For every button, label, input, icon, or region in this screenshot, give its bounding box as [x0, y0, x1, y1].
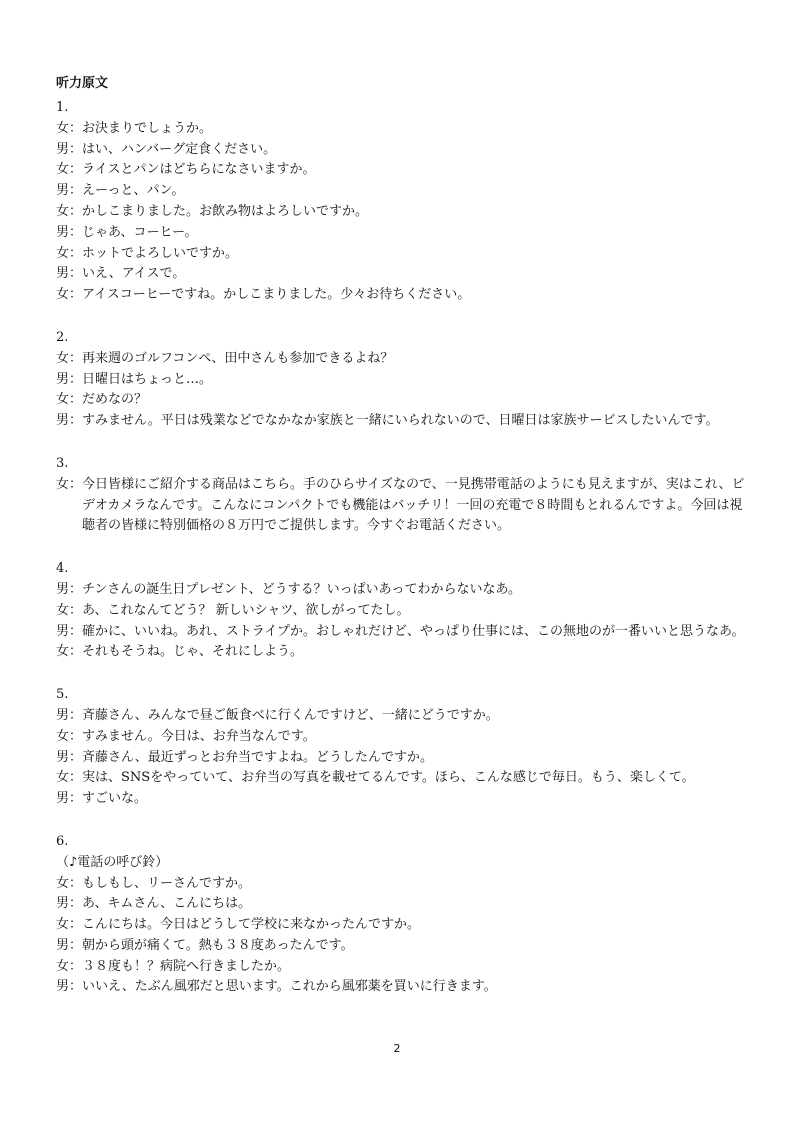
- dialogue-line: [56, 580, 746, 601]
- speaker-label: 女：: [56, 875, 83, 891]
- speaker-label: 男：: [56, 623, 83, 639]
- dialogue-text: いえ、アイスで。: [82, 266, 186, 282]
- speaker-label: 男：: [56, 896, 83, 912]
- dialogue-line: [56, 642, 746, 663]
- speaker-label: 女：: [56, 958, 83, 974]
- dialogue-line: [56, 181, 746, 202]
- dialogue-text: お決まりでしょうか。: [82, 120, 213, 136]
- dialogue-text: じゃあ、コーヒー。: [82, 224, 198, 240]
- speaker-label: 男：: [56, 266, 83, 282]
- dialogue-text: こんにちは。今日はどうして学校に来なかったんですか。: [82, 917, 421, 933]
- dialogue-line: [56, 264, 746, 285]
- dialogue-line: [56, 140, 746, 161]
- dialogue-line: [56, 390, 746, 411]
- section-number: 4.: [56, 561, 69, 577]
- dialogue-line: [56, 622, 746, 643]
- speaker-label: 女：: [56, 917, 83, 933]
- speaker-label: 男：: [56, 141, 83, 157]
- transcript-content: [56, 98, 746, 998]
- speaker-label: 女：: [56, 476, 83, 492]
- dialogue-text: すごいな。: [82, 791, 148, 807]
- speaker-label: 女：: [56, 350, 83, 366]
- dialogue-line: [56, 748, 746, 769]
- dialogue-line: [56, 285, 746, 306]
- speaker-label: 女：: [56, 392, 83, 408]
- speaker-label: 男：: [56, 937, 83, 953]
- dialogue-section: [56, 559, 746, 663]
- dialogue-line: [56, 936, 746, 957]
- dialogue-line: [56, 411, 746, 432]
- dialogue-line: [56, 475, 746, 537]
- dialogue-text: だめなの？: [82, 392, 148, 408]
- dialogue-line: [56, 223, 746, 244]
- section-number: 2.: [56, 329, 69, 345]
- speaker-label: 女：: [56, 644, 83, 660]
- speaker-label: 女：: [56, 162, 83, 178]
- dialogue-text: いいえ、たぶん風邪だと思います。これから風邪薬を買いに行きます。: [82, 979, 497, 995]
- dialogue-line: [56, 601, 746, 622]
- section-number: 6.: [56, 833, 69, 849]
- dialogue-line: [56, 957, 746, 978]
- dialogue-text: かしこまりました。お飲み物はよろしいですか。: [82, 203, 369, 219]
- dialogue-text: 朝から頭が痛くて。熱も３８度あったんです。: [82, 937, 354, 953]
- dialogue-line: [56, 789, 746, 810]
- dialogue-text: 実は、SNSをやっていて、お弁当の写真を載せてるんです。ほら、こんな感じで毎日。もう、楽しくて。: [82, 770, 695, 786]
- dialogue-line: [56, 894, 746, 915]
- speaker-label: 男：: [56, 371, 83, 387]
- page-title: 听力原文: [56, 76, 109, 91]
- speaker-label: 女：: [56, 602, 83, 618]
- section-number: 5.: [56, 687, 69, 703]
- speaker-label: 女：: [56, 728, 83, 744]
- speaker-label: 女：: [56, 770, 83, 786]
- section-number: 1.: [56, 100, 69, 115]
- dialogue-text: ライスとパンはどちらになさいますか。: [82, 162, 316, 178]
- speaker-label: 男：: [56, 581, 83, 597]
- dialogue-section: [56, 98, 746, 306]
- dialogue-text: それもそうね。じゃ、それにしよう。: [82, 644, 304, 660]
- dialogue-text: あ、これなんてどう？ 新しいシャツ、欲しがってたし。: [82, 602, 410, 618]
- dialogue-text: 日曜日はちょっと…。: [82, 371, 213, 387]
- speaker-label: 女：: [56, 203, 83, 219]
- dialogue-text: はい、ハンバーグ定食ください。: [82, 141, 277, 157]
- dialogue-text: アイスコーヒーですね。かしこまりました。少々お待ちください。: [82, 287, 471, 303]
- speaker-label: 男：: [56, 183, 83, 199]
- dialogue-line: [56, 370, 746, 391]
- sound-effect-note: （♪電話の呼び鈴）: [56, 854, 169, 870]
- dialogue-line: [56, 202, 746, 223]
- dialogue-text: すみません。平日は残業などでなかなか家族と一緒にいられないので、日曜日は家族サービスしたいんです。: [82, 413, 719, 429]
- speaker-label: 男：: [56, 749, 83, 765]
- dialogue-line: [56, 727, 746, 748]
- dialogue-text: 今日皆様にご紹介する商品はこちら。手のひらサイズなので、一見携帯電話のようにも見えますが、実はこれ、ビデオカメラなんです。こんなにコンパクトでも機能はバッチリ！一回の充電で８時間もとれるんですよ。今回は視聴者の皆様に特別価格の８万円でご提供します。今すぐお電話ください。: [82, 476, 745, 534]
- dialogue-text: えーっと、パン。: [82, 183, 185, 199]
- dialogue-line: [56, 244, 746, 265]
- dialogue-line: [56, 915, 746, 936]
- dialogue-line: [56, 706, 746, 727]
- speaker-label: 男：: [56, 791, 83, 807]
- page-number: 2: [393, 1042, 401, 1055]
- dialogue-text: 再来週のゴルフコンペ、田中さんも参加できるよね？: [82, 350, 394, 366]
- dialogue-text: すみません。今日は、お弁当なんです。: [82, 728, 316, 744]
- dialogue-text: ３８度も！？病院へ行きましたか。: [82, 958, 291, 974]
- dialogue-section: [56, 685, 746, 810]
- dialogue-text: もしもし、リーさんですか。: [82, 875, 252, 891]
- dialogue-line: [56, 768, 746, 789]
- dialogue-line: [56, 119, 746, 140]
- speaker-label: 男：: [56, 979, 83, 995]
- speaker-label: 女：: [56, 120, 83, 136]
- dialogue-line: [56, 349, 746, 370]
- speaker-label: 女：: [56, 287, 83, 303]
- section-number: 3.: [56, 455, 69, 471]
- speaker-label: 女：: [56, 245, 83, 261]
- dialogue-line: [56, 160, 746, 181]
- dialogue-line: [56, 977, 746, 998]
- speaker-label: 男：: [56, 707, 83, 723]
- dialogue-section: [56, 832, 746, 998]
- speaker-label: 男：: [56, 224, 83, 240]
- dialogue-text: ホットでよろしいですか。: [82, 245, 239, 261]
- dialogue-line: [56, 874, 746, 895]
- dialogue-text: 斉藤さん、最近ずっとお弁当ですよね。どうしたんですか。: [82, 749, 434, 765]
- dialogue-text: 斉藤さん、みんなで昼ご飯食べに行くんですけど、一緒にどうですか。: [82, 707, 499, 723]
- dialogue-text: 確かに、いいね。あれ、ストライプか。おしゃれだけど、やっぱり仕事には、この無地のが一番いいと思うなあ。: [82, 623, 745, 639]
- speaker-label: 男：: [56, 413, 83, 429]
- dialogue-text: あ、キムさん、こんにちは。: [82, 896, 252, 912]
- dialogue-section: [56, 328, 746, 432]
- dialogue-text: チンさんの誕生日プレゼント、どうする？いっぱいあってわからないなあ。: [82, 581, 522, 597]
- dialogue-section: [56, 454, 746, 537]
